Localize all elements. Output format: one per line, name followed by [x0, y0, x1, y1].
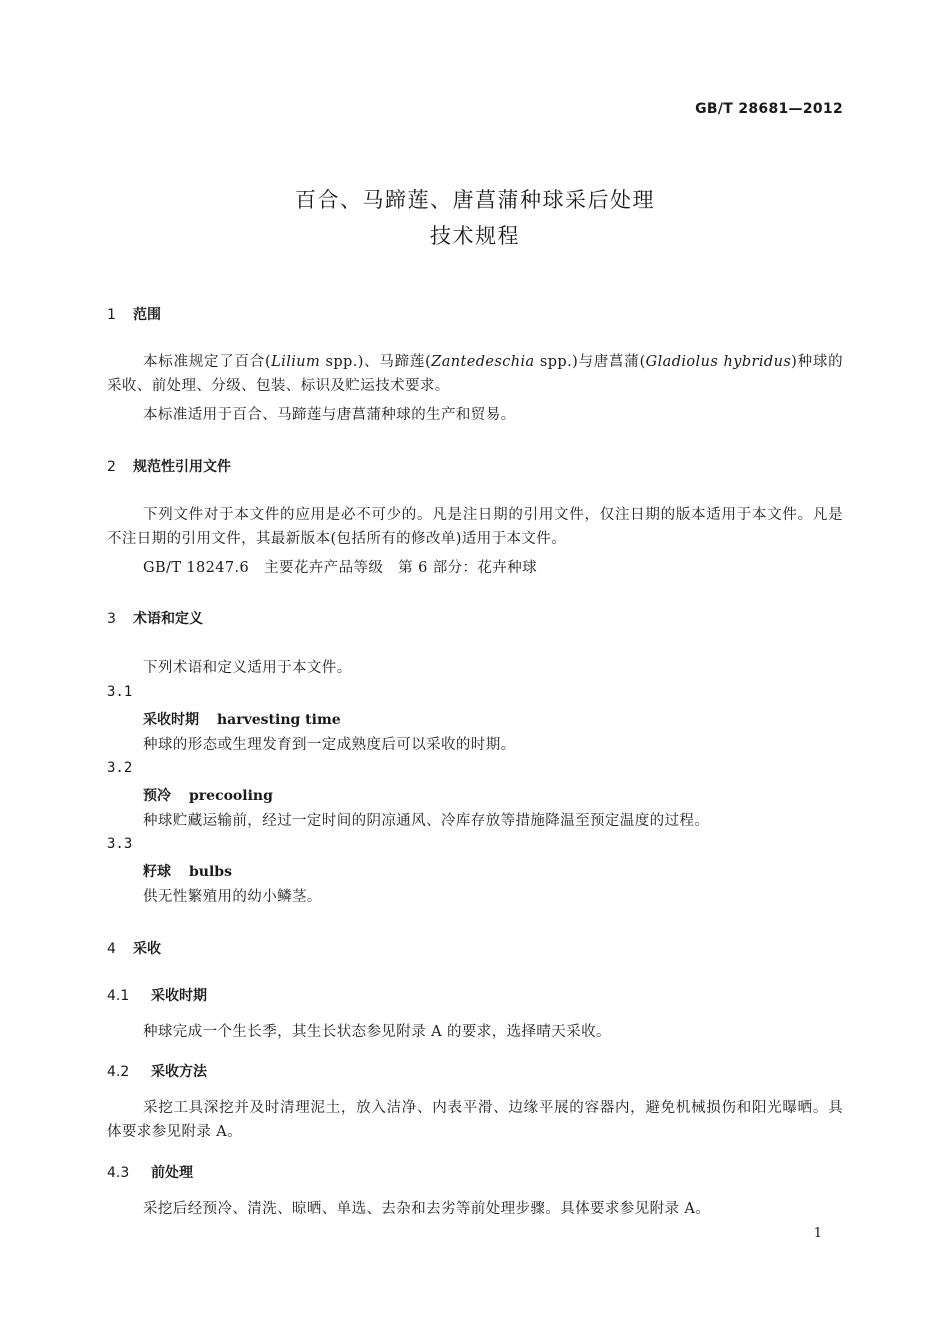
subsection-number: 4.1 — [107, 988, 130, 1004]
subsection-title: 采收方法 — [151, 1064, 207, 1080]
term-en: harvesting time — [217, 712, 341, 728]
latin-name: Zantedeschia — [431, 354, 535, 370]
scope-paragraph-2: 本标准适用于百合、马蹄莲与唐菖蒲种球的生产和贸易。 — [143, 407, 516, 423]
terms-intro: 下列术语和定义适用于本文件。 — [143, 660, 352, 676]
section-4-heading — [107, 938, 161, 958]
standard-code: GB/T 28681—2012 — [695, 101, 843, 117]
term-definition: 供无性繁殖用的幼小鳞茎。 — [143, 889, 322, 905]
term-en: precooling — [189, 788, 273, 804]
term-number: 3.2 — [107, 760, 133, 776]
section-number: 3 — [107, 611, 116, 627]
harvest-time-paragraph: 种球完成一个生长季，其生长状态参见附录 A 的要求，选择晴天采收。 — [143, 1024, 611, 1040]
text-run: spp.)、马蹄莲( — [320, 354, 432, 370]
term-en: bulbs — [189, 864, 232, 880]
latin-name: Gladiolus hybridus — [645, 354, 792, 370]
reference-item: GB/T 18247.6 主要花卉产品等级 第 6 部分：花卉种球 — [143, 560, 538, 576]
term-definition: 种球的形态或生理发育到一定成熟度后可以采收的时期。 — [143, 737, 516, 753]
subsection-4-1-heading — [107, 985, 207, 1005]
section-number: 4 — [107, 941, 116, 957]
text-run: )种球的采收、前处理、分级、包装、标识及贮运技术要求。 — [107, 354, 843, 394]
section-3-heading — [107, 608, 203, 628]
normative-references-paragraph: 下列文件对于本文件的应用是必不可少的。凡是注日期的引用文件，仅注日期的版本适用于本文件。凡是不注日期的引用文件，其最新版本(包括所有的修改单)适用于本文件。 — [107, 507, 843, 547]
term-zh: 预冷 — [143, 788, 171, 804]
subsection-number: 4.3 — [107, 1165, 130, 1181]
subsection-4-3-heading — [107, 1162, 193, 1182]
pretreatment-paragraph: 采挖后经预冷、清洗、晾晒、单选、去杂和去劣等前处理步骤。具体要求参见附录 A。 — [143, 1201, 711, 1217]
subsection-title: 采收时期 — [151, 988, 207, 1004]
scope-paragraph-1 — [107, 350, 843, 398]
term-entry — [143, 709, 341, 729]
subsection-title: 前处理 — [151, 1165, 193, 1181]
section-2-heading — [107, 456, 231, 476]
section-title: 采收 — [133, 941, 161, 957]
term-entry — [143, 785, 273, 805]
term-entry — [143, 861, 232, 881]
subsection-number: 4.2 — [107, 1064, 130, 1080]
section-1-heading — [107, 304, 161, 324]
section-number: 1 — [107, 307, 116, 323]
latin-name: Lilium — [271, 354, 321, 370]
document-title-line1: 百合、马蹄莲、唐菖蒲种球采后处理 — [295, 188, 655, 212]
term-zh: 采收时期 — [143, 712, 199, 728]
section-number: 2 — [107, 459, 116, 475]
document-title-line2: 技术规程 — [430, 224, 520, 248]
term-number: 3.3 — [107, 836, 133, 852]
term-zh: 籽球 — [143, 864, 171, 880]
term-number: 3.1 — [107, 684, 133, 700]
section-title: 范围 — [133, 307, 161, 323]
section-title: 规范性引用文件 — [133, 459, 231, 475]
harvest-method-paragraph: 采挖工具深挖并及时清理泥土，放入洁净、内表平滑、边缘平展的容器内，避免机械损伤和阳光曝晒。具体要求参见附录 A。 — [107, 1100, 843, 1140]
text-run: 本标准规定了百合( — [143, 354, 272, 370]
page-number: 1 — [813, 1226, 822, 1241]
subsection-4-2-heading — [107, 1061, 207, 1081]
term-definition: 种球贮藏运输前，经过一定时间的阴凉通风、冷库存放等措施降温至预定温度的过程。 — [143, 813, 710, 829]
section-title: 术语和定义 — [133, 611, 203, 627]
text-run: spp.)与唐菖蒲( — [534, 354, 646, 370]
